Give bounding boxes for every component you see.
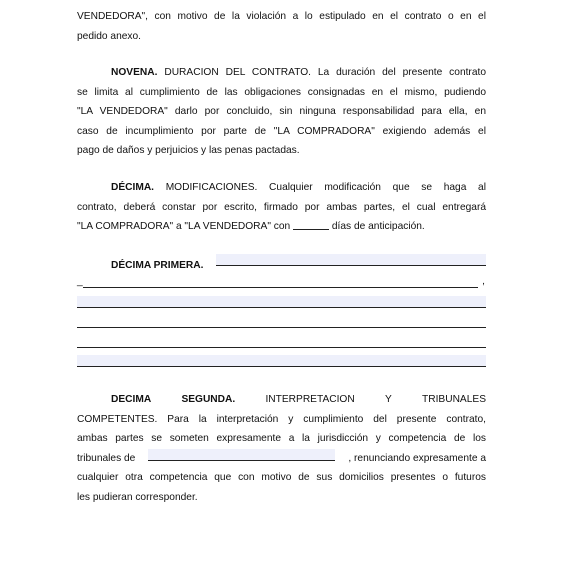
clause-text: "LA COMPRADORA" a "LA VENDEDORA" con bbox=[77, 221, 291, 232]
text-line: ambas partes se someten expresamente a la jurisdicción y competencia de los bbox=[77, 433, 486, 444]
text-line bbox=[77, 390, 486, 410]
clause-text-line-3[interactable] bbox=[77, 296, 486, 308]
text-line: VENDEDORA", con motivo de la violación a lo estipulado en el contrato o en el bbox=[77, 11, 486, 22]
clause-decima-segunda bbox=[77, 390, 486, 507]
clause-heading: NOVENA. bbox=[111, 67, 158, 78]
clause-text-line-2[interactable] bbox=[77, 276, 486, 287]
clause-text: TRIBUNALES bbox=[422, 394, 486, 405]
clause-text: Y bbox=[384, 394, 392, 405]
text-line: cualquier otra competencia que con motivo de sus domicilios presentes o futuros bbox=[77, 472, 486, 483]
clause-text: DURACION DEL CONTRATO. La duración del presente contrato bbox=[164, 67, 486, 78]
clause-text: tribunales de bbox=[77, 452, 136, 464]
clause-text: días de anticipación. bbox=[331, 221, 425, 232]
underline bbox=[83, 276, 478, 288]
clause-heading: DÉCIMA. bbox=[111, 182, 155, 193]
clause-novena bbox=[77, 63, 486, 161]
clause-text: MODIFICACIONES. Cualquier modificación que se haga al bbox=[165, 182, 486, 193]
clause-text-line-5[interactable] bbox=[77, 336, 486, 348]
text-line: caso de incumplimiento por parte de "LA COMPRADORA" exigiendo además el bbox=[77, 125, 486, 137]
text-line bbox=[77, 217, 486, 237]
text-line: pedido anexo. bbox=[77, 30, 142, 42]
text-line bbox=[77, 178, 486, 198]
clause-text-line-6[interactable] bbox=[77, 355, 486, 367]
days-blank-field[interactable] bbox=[293, 218, 329, 230]
text-line: contrato, deberá constar por escrito, firmado por ambas partes, el cual entregará bbox=[77, 201, 486, 213]
clause-text-field[interactable] bbox=[216, 254, 486, 266]
clause-heading: DECIMA bbox=[111, 394, 152, 405]
text-line bbox=[77, 449, 486, 469]
clause-heading: DÉCIMA PRIMERA. bbox=[111, 260, 204, 271]
text-line: pago de daños y perjuicios y las penas pactadas. bbox=[77, 145, 300, 156]
line-trail-char: , bbox=[482, 276, 485, 287]
text-line: se limita al cumplimiento de las obligaciones consignadas en el mismo, pudiendo bbox=[77, 86, 486, 98]
text-line bbox=[77, 63, 486, 83]
text-line: "LA VENDEDORA" darlo por concluido, sin ninguna responsabilidad para ella, en bbox=[77, 106, 486, 117]
clause-text-line-4[interactable] bbox=[77, 316, 486, 328]
clause-text: INTERPRETACION bbox=[265, 394, 355, 405]
tribunales-blank-field[interactable] bbox=[148, 449, 335, 461]
text-line: COMPETENTES. Para la interpretación y cumplimiento del presente contrato, bbox=[77, 413, 486, 425]
line-lead-char: _ bbox=[77, 276, 83, 287]
paragraph-continuation bbox=[77, 7, 486, 46]
clause-decima bbox=[77, 178, 486, 237]
text-line: les pudieran corresponder. bbox=[77, 491, 198, 503]
clause-heading: SEGUNDA. bbox=[181, 394, 236, 405]
clause-text: , renunciando expresamente a bbox=[348, 452, 486, 464]
